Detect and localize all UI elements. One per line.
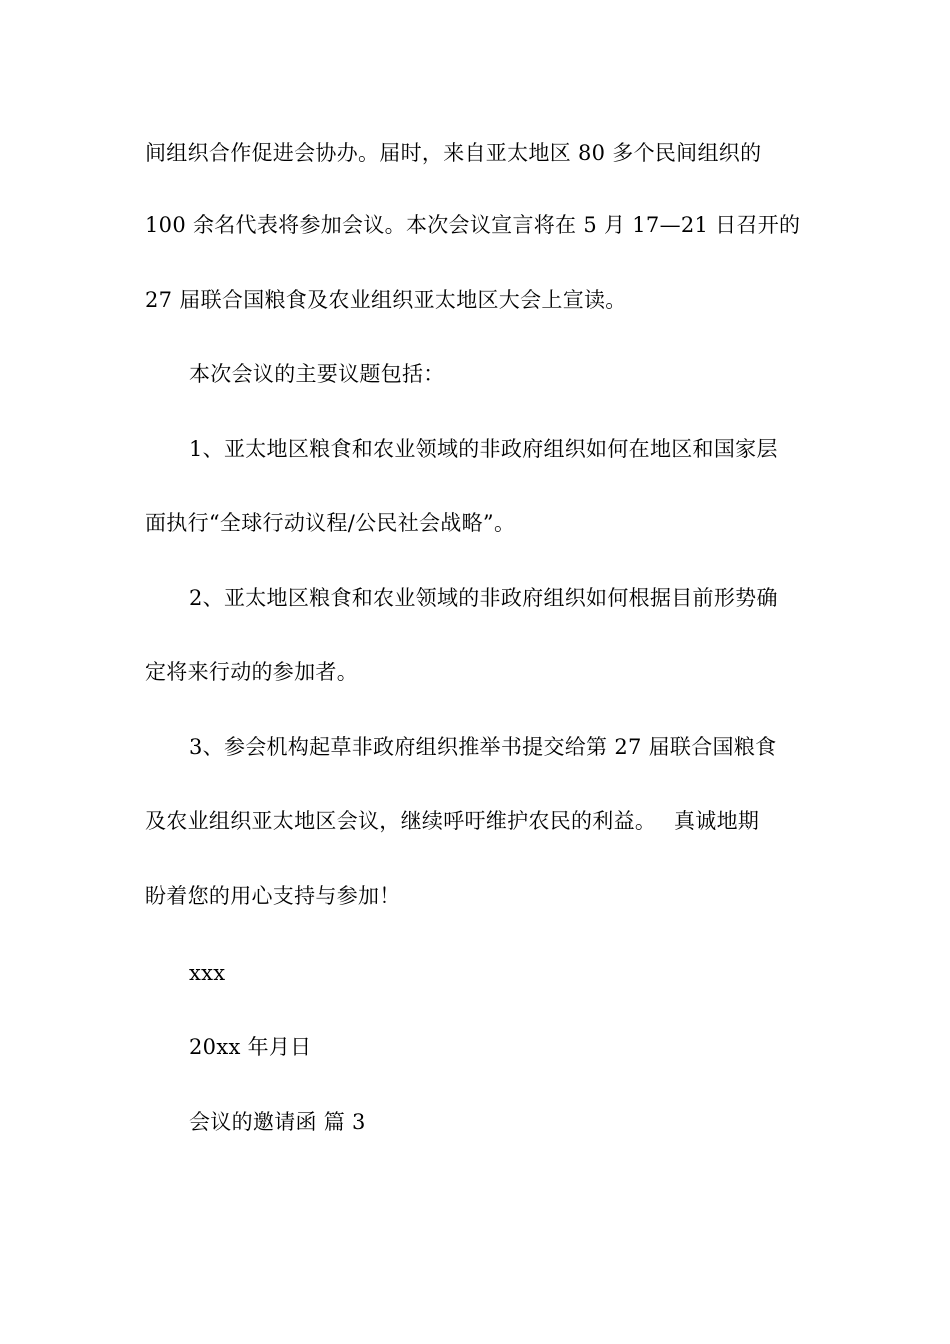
agenda-item-1-line: 面执行“全球行动议程/公民社会战略”。 (145, 511, 516, 535)
body-text-line: 100 余名代表将参加会议。本次会议宣言将在 5 月 17—21 日召开的 (145, 213, 801, 237)
closing-line: 盼着您的用心支持与参加！ (145, 884, 401, 908)
agenda-item-2-line: 定将来行动的参加者。 (145, 660, 358, 684)
agenda-item-2-line: 2、亚太地区粮食和农业领域的非政府组织如何根据目前形势确 (189, 586, 778, 610)
agenda-intro: 本次会议的主要议题包括： (189, 362, 445, 386)
signature-date: 20xx 年月日 (189, 1035, 312, 1059)
agenda-item-1-line: 1、亚太地区粮食和农业领域的非政府组织如何在地区和国家层 (189, 437, 778, 461)
signature-name: xxx (189, 961, 226, 985)
body-text-line: 间组织合作促进会协办。届时，来自亚太地区 80 多个民间组织的 (145, 141, 762, 165)
body-text-line: 27 届联合国粮食及农业组织亚太地区大会上宣读。 (145, 288, 627, 312)
agenda-item-3-line: 及农业组织亚太地区会议，继续呼吁维护农民的利益。 真诚地期 (145, 809, 760, 833)
section-heading: 会议的邀请函 篇 3 (189, 1110, 366, 1134)
agenda-item-3-line: 3、参会机构起草非政府组织推举书提交给第 27 届联合国粮食 (189, 735, 777, 759)
